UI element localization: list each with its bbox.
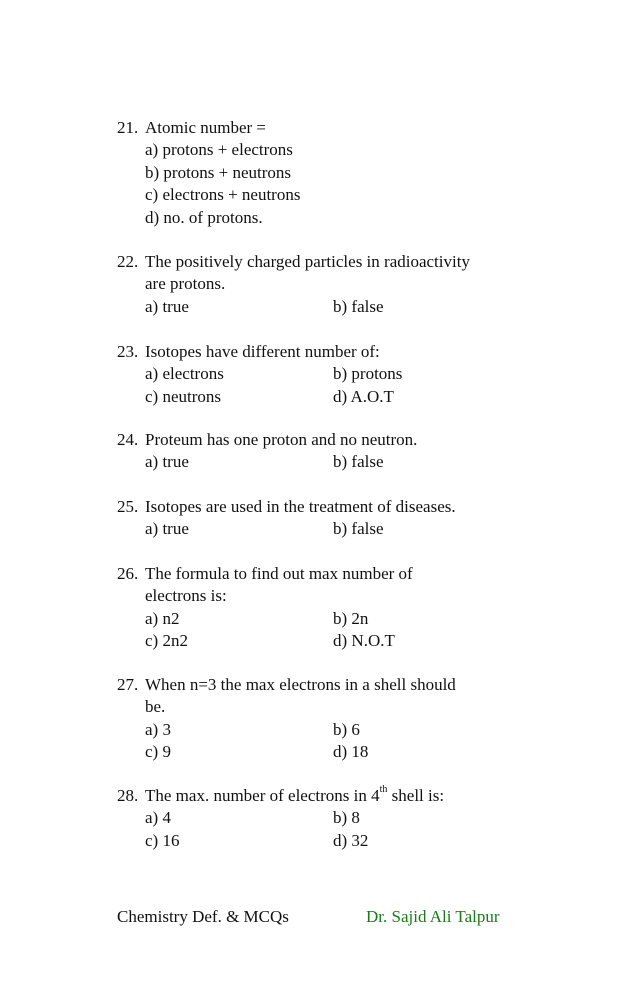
option-a: a) n2 bbox=[145, 608, 180, 628]
option-a: a) true bbox=[145, 452, 189, 472]
question-number: 25. bbox=[117, 497, 139, 516]
option-b: b) 8 bbox=[333, 808, 360, 828]
options-list bbox=[117, 518, 537, 540]
option-a: a) protons + electrons bbox=[145, 140, 293, 160]
options-list bbox=[117, 139, 537, 229]
question-text: The positively charged particles in radioactivity bbox=[145, 252, 470, 271]
option-c: c) 2n2 bbox=[145, 631, 188, 651]
option-a: a) electrons bbox=[145, 364, 224, 384]
question-23 bbox=[117, 341, 537, 408]
footer-author: Dr. Sajid Ali Talpur bbox=[366, 907, 500, 926]
question-number: 26. bbox=[117, 564, 139, 583]
option-c: c) electrons + neutrons bbox=[145, 185, 301, 205]
question-21 bbox=[117, 117, 537, 229]
question-text: Isotopes have different number of: bbox=[145, 342, 380, 361]
question-text: When n=3 the max electrons in a shell should bbox=[145, 675, 456, 694]
question-number: 24. bbox=[117, 430, 139, 449]
question-stem bbox=[117, 563, 537, 585]
question-text: The max. number of electrons in 4 bbox=[145, 786, 380, 805]
option-b: b) false bbox=[333, 296, 384, 316]
option-d: d) no. of protons. bbox=[145, 207, 263, 227]
option-d: d) 32 bbox=[333, 830, 369, 850]
option-c: c) 9 bbox=[145, 742, 171, 762]
option-a: a) true bbox=[145, 296, 189, 316]
option-b: b) protons + neutrons bbox=[145, 162, 292, 182]
question-stem bbox=[117, 429, 537, 451]
superscript-ordinal: th bbox=[379, 784, 388, 796]
question-22 bbox=[117, 251, 537, 318]
question-text-continued: electrons is: bbox=[145, 586, 227, 606]
question-stem bbox=[117, 496, 537, 518]
option-b: b) false bbox=[333, 519, 384, 539]
options-list bbox=[117, 608, 537, 653]
options-list bbox=[117, 451, 537, 473]
question-number: 28. bbox=[117, 786, 139, 805]
question-text-continued: are protons. bbox=[145, 274, 226, 294]
question-27 bbox=[117, 674, 537, 764]
question-text-continued: be. bbox=[145, 697, 166, 717]
option-d: d) 18 bbox=[333, 742, 369, 762]
option-d: d) N.O.T bbox=[333, 631, 395, 651]
question-number: 23. bbox=[117, 342, 139, 361]
option-c: c) 16 bbox=[145, 830, 180, 850]
option-b: b) 2n bbox=[333, 608, 369, 628]
question-number: 27. bbox=[117, 675, 139, 694]
question-26 bbox=[117, 563, 537, 653]
question-text-end: shell is: bbox=[387, 786, 445, 805]
question-text: Proteum has one proton and no neutron. bbox=[145, 430, 418, 449]
question-stem bbox=[117, 117, 537, 139]
option-d: d) A.O.T bbox=[333, 386, 394, 406]
option-b: b) false bbox=[333, 452, 384, 472]
options-list bbox=[117, 719, 537, 764]
question-28 bbox=[117, 785, 537, 852]
option-a: a) true bbox=[145, 519, 189, 539]
option-c: c) neutrons bbox=[145, 386, 222, 406]
question-stem bbox=[117, 785, 537, 807]
option-b: b) 6 bbox=[333, 719, 360, 739]
question-text: Atomic number = bbox=[145, 118, 267, 137]
option-b: b) protons bbox=[333, 364, 403, 384]
question-stem bbox=[117, 251, 537, 273]
options-list bbox=[117, 296, 537, 318]
option-a: a) 3 bbox=[145, 719, 171, 739]
footer-book-title: Chemistry Def. & MCQs bbox=[117, 907, 289, 926]
question-text: The formula to find out max number of bbox=[145, 564, 413, 583]
question-text: Isotopes are used in the treatment of diseases. bbox=[145, 497, 456, 516]
question-stem bbox=[117, 341, 537, 363]
question-number: 22. bbox=[117, 252, 139, 271]
question-number: 21. bbox=[117, 118, 139, 137]
question-24 bbox=[117, 429, 537, 474]
question-25 bbox=[117, 496, 537, 541]
question-stem bbox=[117, 674, 537, 696]
options-list bbox=[117, 363, 537, 408]
option-a: a) 4 bbox=[145, 808, 171, 828]
options-list bbox=[117, 807, 537, 852]
